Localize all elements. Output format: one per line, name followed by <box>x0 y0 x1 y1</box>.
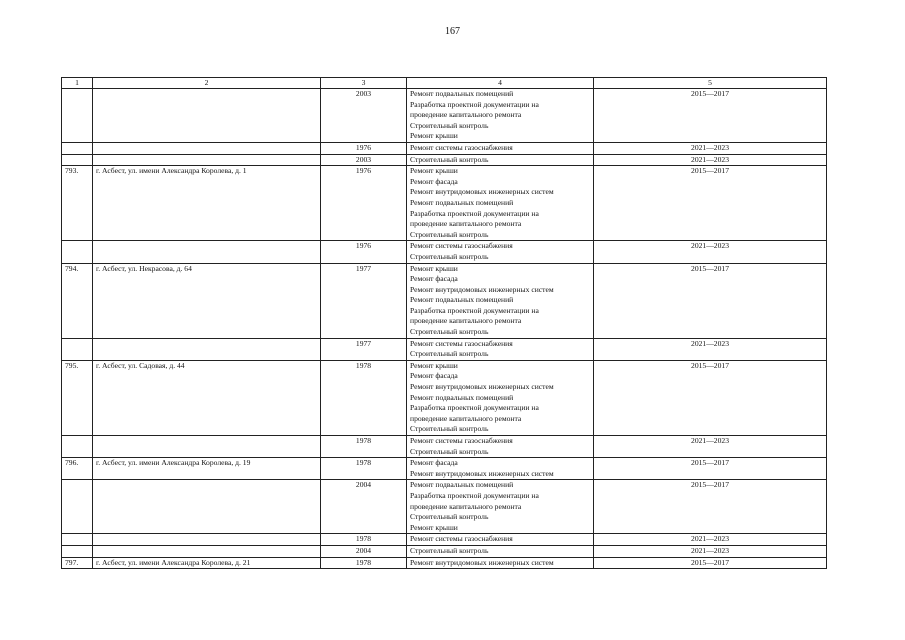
work-item: Ремонт крыши <box>410 522 458 532</box>
work-item: Ремонт подвальных помещений <box>410 480 514 490</box>
work-item: Ремонт внутридомовых инженерных систем <box>410 187 554 197</box>
row-address: г. Асбест, ул. Садовая, д. 44 <box>93 360 321 435</box>
work-item: Строительный контроль <box>410 251 489 261</box>
row-works <box>407 436 594 458</box>
row-works <box>407 534 594 546</box>
row-works <box>407 545 594 557</box>
row-period: 2021—2023 <box>594 436 827 458</box>
work-item: проведение капитального ремонта <box>410 501 522 511</box>
row-period: 2021—2023 <box>594 142 827 154</box>
table-body <box>62 89 827 569</box>
row-year: 1978 <box>321 360 407 435</box>
row-number <box>62 154 93 166</box>
row-address: г. Асбест, ул. Некрасова, д. 64 <box>93 263 321 338</box>
row-works <box>407 480 594 534</box>
row-period: 2015—2017 <box>594 263 827 338</box>
row-works <box>407 142 594 154</box>
work-item: Строительный контроль <box>410 349 489 359</box>
table-row <box>62 436 827 458</box>
work-item: Ремонт подвальных помещений <box>410 392 514 402</box>
page-number: 167 <box>445 26 460 37</box>
work-item: Строительный контроль <box>410 424 489 434</box>
row-address <box>93 480 321 534</box>
table-row <box>62 241 827 263</box>
work-item: проведение капитального ремонта <box>410 110 522 120</box>
work-item: Строительный контроль <box>410 327 489 337</box>
work-item: Ремонт внутридомовых инженерных систем <box>410 468 554 478</box>
row-works <box>407 557 594 569</box>
table-row <box>62 557 827 569</box>
work-item: Ремонт крыши <box>410 131 458 141</box>
row-year: 1978 <box>321 534 407 546</box>
row-year: 1976 <box>321 142 407 154</box>
work-item: Строительный контроль <box>410 229 489 239</box>
table-row <box>62 89 827 143</box>
row-number <box>62 436 93 458</box>
row-year: 1978 <box>321 436 407 458</box>
row-period: 2015—2017 <box>594 480 827 534</box>
work-item: Ремонт крыши <box>410 263 458 273</box>
work-item: Ремонт фасада <box>410 274 458 284</box>
row-works <box>407 458 594 480</box>
row-address <box>93 241 321 263</box>
row-number <box>62 89 93 143</box>
row-year: 1977 <box>321 263 407 338</box>
row-year: 1978 <box>321 458 407 480</box>
row-address: г. Асбест, ул. имени Александра Королева, д. 19 <box>93 458 321 480</box>
table-header <box>62 78 827 89</box>
work-item: Ремонт фасада <box>410 371 458 381</box>
row-period: 2015—2017 <box>594 557 827 569</box>
row-number: 796. <box>62 458 93 480</box>
row-address <box>93 154 321 166</box>
table-row <box>62 338 827 360</box>
row-address: г. Асбест, ул. имени Александра Королева, д. 1 <box>93 166 321 241</box>
table-row <box>62 534 827 546</box>
row-period: 2021—2023 <box>594 154 827 166</box>
work-item: проведение капитального ремонта <box>410 316 522 326</box>
row-year: 2004 <box>321 545 407 557</box>
row-number: 794. <box>62 263 93 338</box>
work-item: Ремонт фасада <box>410 176 458 186</box>
row-address <box>93 534 321 546</box>
header-col-3: 3 <box>321 78 407 89</box>
row-address <box>93 89 321 143</box>
row-number <box>62 545 93 557</box>
row-number: 795. <box>62 360 93 435</box>
header-row <box>62 78 827 89</box>
header-col-5: 5 <box>594 78 827 89</box>
row-works <box>407 263 594 338</box>
row-number <box>62 338 93 360</box>
work-item: проведение капитального ремонта <box>410 219 522 229</box>
row-period: 2021—2023 <box>594 338 827 360</box>
table-row <box>62 545 827 557</box>
work-item: Ремонт подвальных помещений <box>410 197 514 207</box>
header-col-1: 1 <box>62 78 93 89</box>
row-number <box>62 480 93 534</box>
row-period: 2015—2017 <box>594 166 827 241</box>
row-works <box>407 360 594 435</box>
header-col-2: 2 <box>93 78 321 89</box>
capital-repair-table <box>61 77 827 569</box>
header-col-4: 4 <box>407 78 594 89</box>
work-item: Ремонт внутридомовых инженерных систем <box>410 557 554 567</box>
table-row <box>62 458 827 480</box>
work-item: Ремонт крыши <box>410 166 458 176</box>
row-works <box>407 241 594 263</box>
row-year: 1976 <box>321 166 407 241</box>
row-works <box>407 154 594 166</box>
work-item: Разработка проектной документации на <box>410 403 539 413</box>
work-item: Ремонт системы газоснабжения <box>410 534 513 544</box>
row-works <box>407 166 594 241</box>
row-address <box>93 436 321 458</box>
row-year: 2003 <box>321 89 407 143</box>
work-item: Ремонт системы газоснабжения <box>410 436 513 445</box>
row-year: 2004 <box>321 480 407 534</box>
table-row <box>62 263 827 338</box>
work-item: Разработка проектной документации на <box>410 208 539 218</box>
row-period: 2015—2017 <box>594 458 827 480</box>
row-year: 1976 <box>321 241 407 263</box>
row-number <box>62 142 93 154</box>
row-works <box>407 89 594 143</box>
work-item: Разработка проектной документации на <box>410 305 539 315</box>
table-row <box>62 142 827 154</box>
row-period: 2021—2023 <box>594 534 827 546</box>
row-period: 2021—2023 <box>594 241 827 263</box>
row-number <box>62 534 93 546</box>
work-item: Ремонт системы газоснабжения <box>410 142 513 152</box>
table-row <box>62 360 827 435</box>
work-item: Ремонт системы газоснабжения <box>410 241 513 251</box>
work-item: Ремонт крыши <box>410 360 458 370</box>
row-address <box>93 142 321 154</box>
row-period: 2015—2017 <box>594 360 827 435</box>
work-item: Строительный контроль <box>410 120 489 130</box>
row-address: г. Асбест, ул. имени Александра Королева, д. 21 <box>93 557 321 569</box>
work-item: Ремонт фасада <box>410 458 458 468</box>
table-row <box>62 166 827 241</box>
work-item: Ремонт внутридомовых инженерных систем <box>410 382 554 392</box>
work-item: Ремонт подвальных помещений <box>410 89 514 98</box>
table-row <box>62 154 827 166</box>
work-item: Строительный контроль <box>410 545 489 555</box>
row-year: 2003 <box>321 154 407 166</box>
row-period: 2015—2017 <box>594 89 827 143</box>
work-item: Ремонт внутридомовых инженерных систем <box>410 284 554 294</box>
work-item: Ремонт подвальных помещений <box>410 295 514 305</box>
work-item: Разработка проектной документации на <box>410 99 539 109</box>
table-row <box>62 480 827 534</box>
work-item: Строительный контроль <box>410 154 489 164</box>
row-year: 1977 <box>321 338 407 360</box>
work-item: Строительный контроль <box>410 512 489 522</box>
work-item: проведение капитального ремонта <box>410 413 522 423</box>
work-item: Строительный контроль <box>410 446 489 456</box>
work-item: Ремонт системы газоснабжения <box>410 338 513 348</box>
row-number: 797. <box>62 557 93 569</box>
row-period: 2021—2023 <box>594 545 827 557</box>
row-address <box>93 545 321 557</box>
row-number <box>62 241 93 263</box>
row-address <box>93 338 321 360</box>
row-number: 793. <box>62 166 93 241</box>
work-item: Разработка проектной документации на <box>410 490 539 500</box>
row-year: 1978 <box>321 557 407 569</box>
row-works <box>407 338 594 360</box>
